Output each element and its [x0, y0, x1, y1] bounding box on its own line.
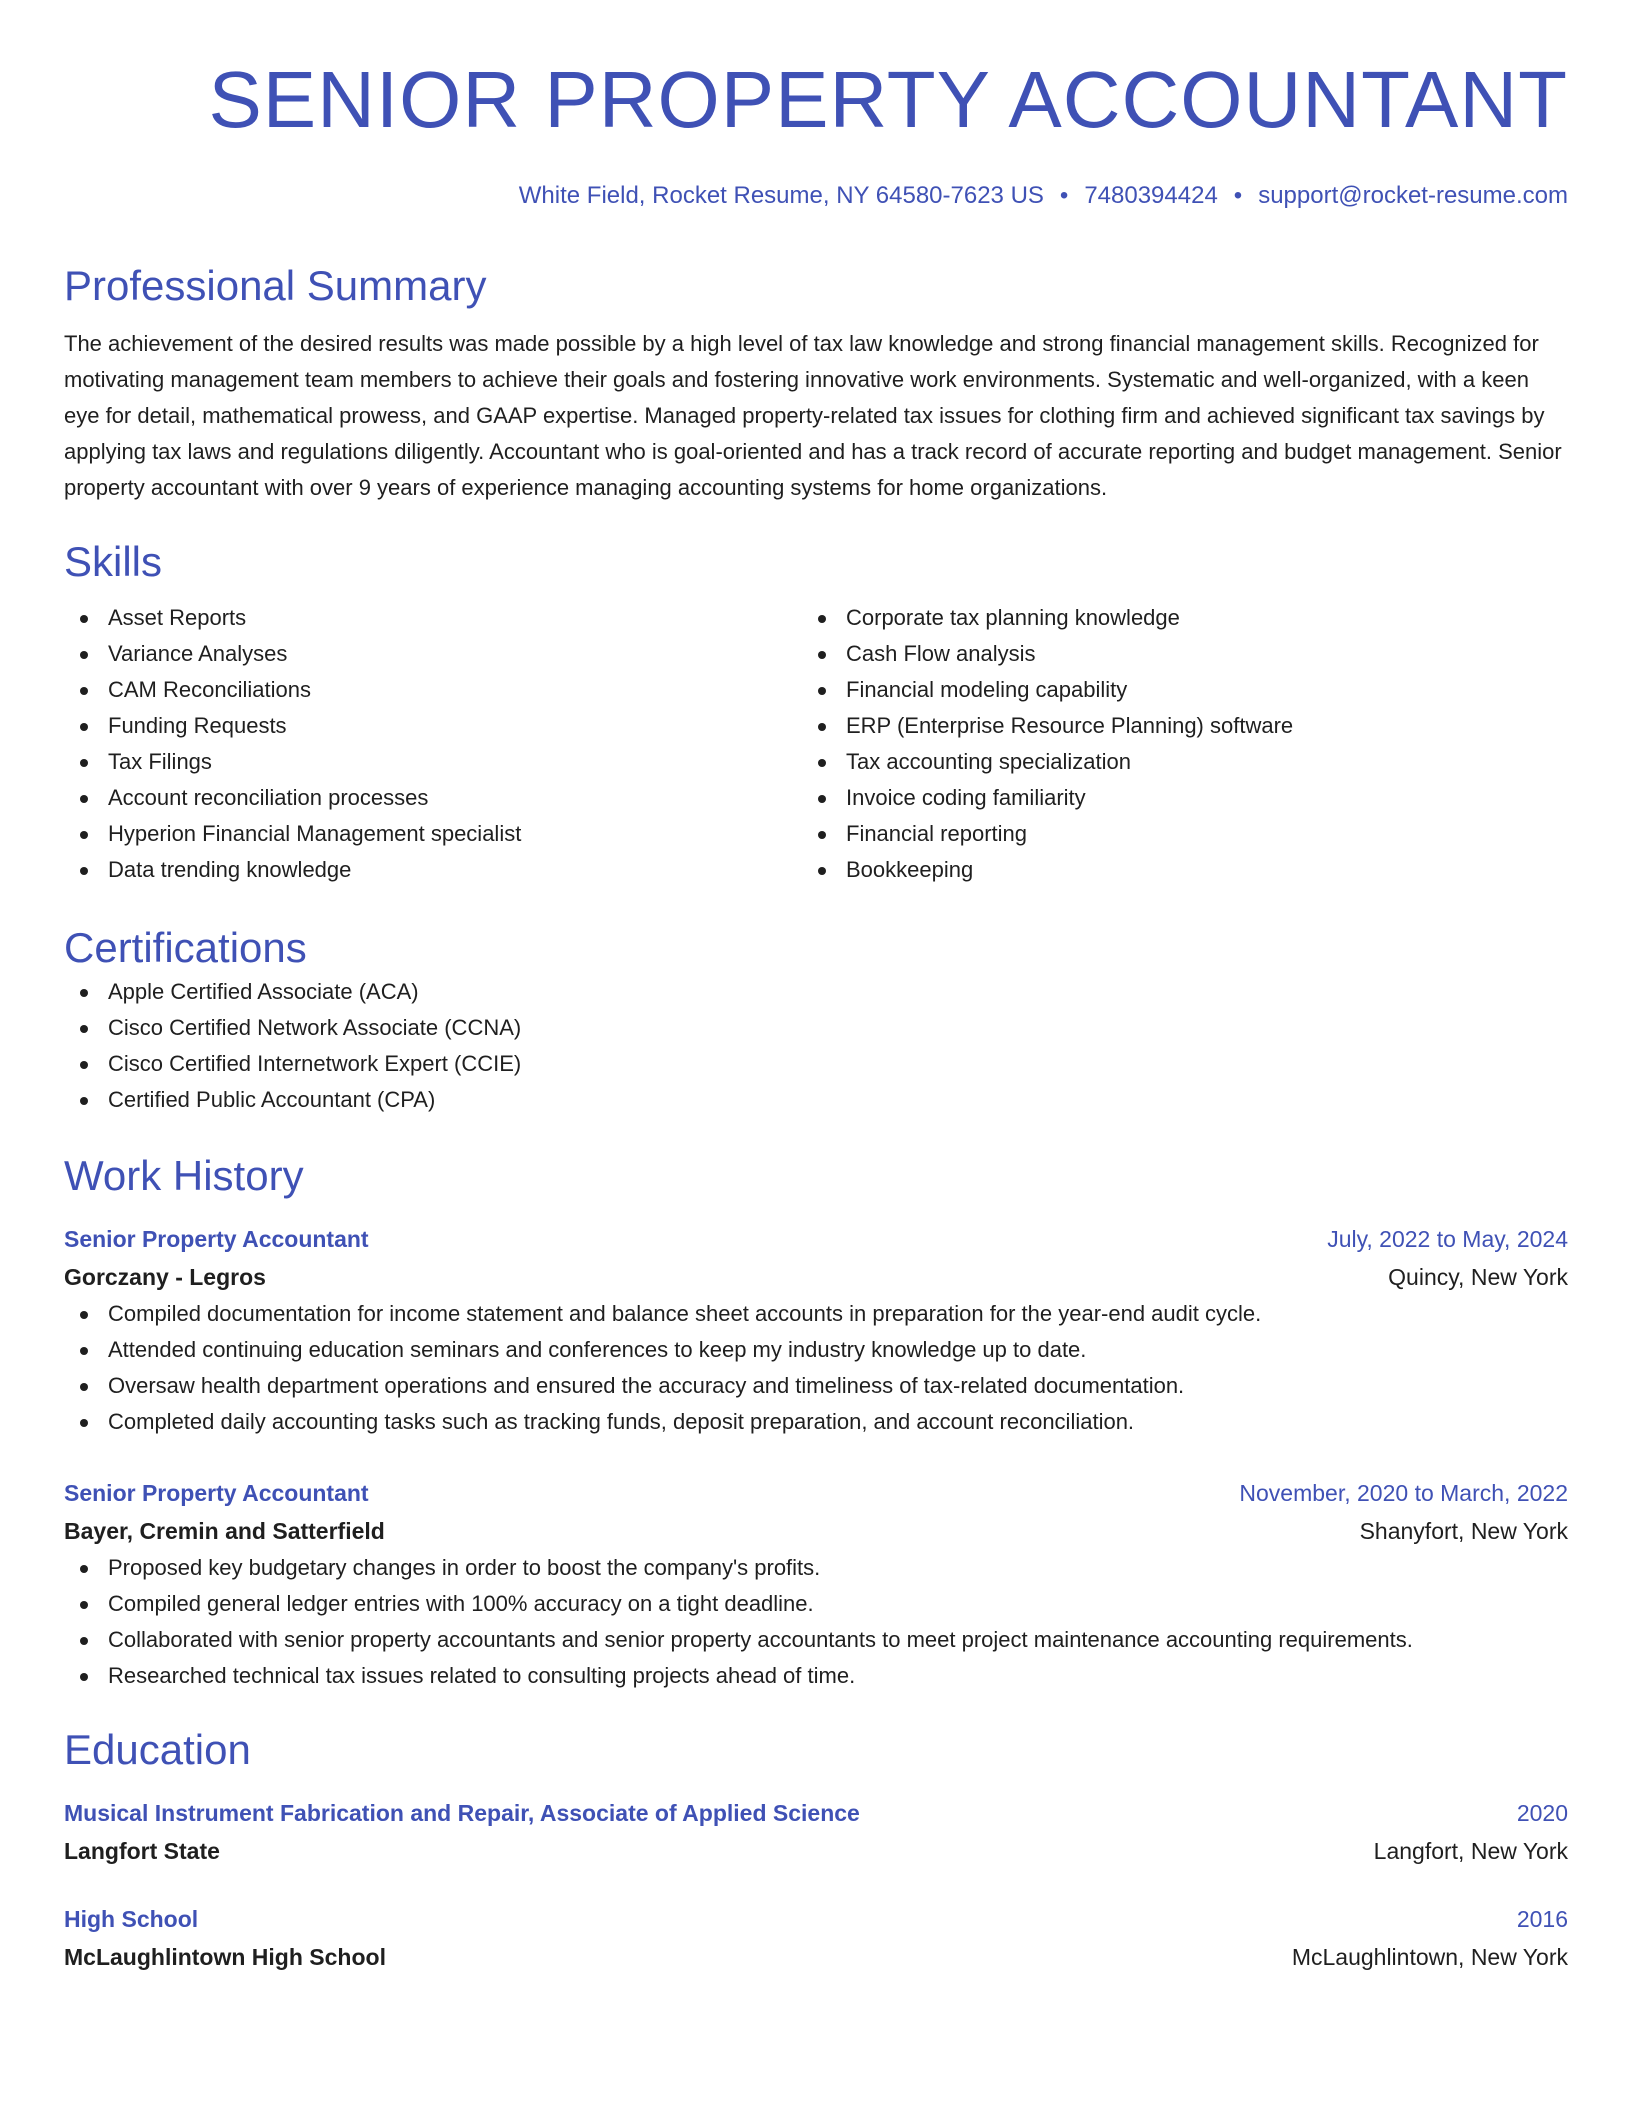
summary-text: The achievement of the desired results was made possible by a high level of tax law knowledge and strong financial management skills. Recognized for motivating management team members to achieve their goals and fostering innovative work environments. Systematic and well-organized, with a keen eye for detail, mathematical prowess, and GAAP expertise. Managed property-related tax issues for clothing firm and achieved significant tax savings by applying tax laws and regulations diligently. Accountant who is goal-oriented and has a track record of accurate reporting and budget management. Senior property accountant with over 9 years of experience managing accounting systems for home organizations. [64, 331, 1562, 500]
certification-item: Cisco Certified Network Associate (CCNA) [64, 1010, 1568, 1046]
resume-header [64, 52, 1568, 212]
job-dates: November, 2020 to March, 2022 [1239, 1480, 1568, 1506]
education-school: McLaughlintown High School [64, 1944, 386, 1970]
education-section [64, 1724, 1568, 1976]
education-school-row [64, 1832, 1568, 1870]
education-degree-row [64, 1794, 1568, 1832]
skill-item: Cash Flow analysis [802, 636, 1540, 672]
section-title-education: Education [64, 1726, 251, 1773]
contact-email[interactable]: support@rocket-resume.com [1258, 182, 1568, 209]
job-title-row [64, 1220, 1568, 1258]
job-title-row [64, 1474, 1568, 1512]
job-bullet: Oversaw health department operations and ensured the accuracy and timeliness of tax-related documentation. [64, 1368, 1568, 1404]
education-location: McLaughlintown, New York [1291, 1944, 1568, 1970]
job-bullets [64, 1296, 1568, 1440]
job-company: Bayer, Cremin and Satterfield [64, 1518, 385, 1544]
contact-separator: • [1233, 182, 1243, 209]
job-role: Senior Property Accountant [64, 1226, 369, 1252]
resume-name: SENIOR PROPERTY ACCOUNTANT [208, 55, 1568, 144]
certification-item: Cisco Certified Internetwork Expert (CCIE) [64, 1046, 1568, 1082]
job-bullets [64, 1550, 1568, 1694]
skill-item: Bookkeeping [802, 852, 1540, 888]
certification-item: Certified Public Accountant (CPA) [64, 1082, 1568, 1118]
skills-grid [64, 600, 1568, 888]
job-role: Senior Property Accountant [64, 1480, 369, 1506]
job-bullet: Collaborated with senior property accountants and senior property accountants to meet project maintenance accounting requirements. [64, 1622, 1568, 1658]
section-title-summary: Professional Summary [64, 262, 487, 309]
section-title-skills: Skills [64, 538, 163, 585]
job-bullet: Compiled documentation for income statement and balance sheet accounts in preparation for the year-end audit cycle. [64, 1296, 1568, 1332]
work-history-section [64, 1150, 1568, 1694]
education-degree: High School [64, 1906, 199, 1932]
skill-item: Hyperion Financial Management specialist [64, 816, 802, 852]
skill-item: Account reconciliation processes [64, 780, 802, 816]
skills-list-left [64, 600, 802, 888]
section-title-work-history: Work History [64, 1152, 304, 1199]
job-bullet: Compiled general ledger entries with 100% accuracy on a tight deadline. [64, 1586, 1568, 1622]
job-bullet: Completed daily accounting tasks such as tracking funds, deposit preparation, and account reconciliation. [64, 1404, 1568, 1440]
contact-phone[interactable]: 7480394424 [1084, 182, 1218, 209]
job-bullet: Researched technical tax issues related to consulting projects ahead of time. [64, 1658, 1568, 1694]
education-year: 2020 [1516, 1800, 1568, 1826]
skill-item: ERP (Enterprise Resource Planning) software [802, 708, 1540, 744]
skills-list-right [802, 600, 1540, 888]
section-title-certifications: Certifications [64, 924, 307, 971]
job-bullet: Proposed key budgetary changes in order to boost the company's profits. [64, 1550, 1568, 1586]
job-location: Quincy, New York [1388, 1264, 1568, 1290]
skill-item: Variance Analyses [64, 636, 802, 672]
job-company-row [64, 1512, 1568, 1550]
education-year: 2016 [1516, 1906, 1568, 1932]
job-dates: July, 2022 to May, 2024 [1327, 1226, 1568, 1252]
skill-item: Invoice coding familiarity [802, 780, 1540, 816]
job-location: Shanyfort, New York [1359, 1518, 1568, 1544]
skill-item: Data trending knowledge [64, 852, 802, 888]
skill-item: Financial reporting [802, 816, 1540, 852]
skill-item: Financial modeling capability [802, 672, 1540, 708]
skill-item: Tax accounting specialization [802, 744, 1540, 780]
job-company: Gorczany - Legros [64, 1264, 266, 1290]
job-company-row [64, 1258, 1568, 1296]
skill-item: Funding Requests [64, 708, 802, 744]
certifications-section [64, 922, 1568, 1118]
contact-separator: • [1059, 182, 1069, 209]
education-location: Langfort, New York [1373, 1838, 1568, 1864]
certifications-list [64, 974, 1568, 1118]
skill-item: Corporate tax planning knowledge [802, 600, 1540, 636]
skill-item: Asset Reports [64, 600, 802, 636]
job-entry [64, 1474, 1568, 1694]
education-degree-row [64, 1900, 1568, 1938]
education-degree: Musical Instrument Fabrication and Repair, Associate of Applied Science [64, 1800, 860, 1826]
certification-item: Apple Certified Associate (ACA) [64, 974, 1568, 1010]
education-school-row [64, 1938, 1568, 1976]
contact-address: White Field, Rocket Resume, NY 64580-7623 US [518, 182, 1044, 209]
education-school: Langfort State [64, 1838, 220, 1864]
contact-line [64, 180, 1568, 212]
skills-section [64, 536, 1568, 888]
job-entry [64, 1220, 1568, 1440]
skill-item: CAM Reconciliations [64, 672, 802, 708]
summary-section [64, 260, 1568, 506]
job-bullet: Attended continuing education seminars and conferences to keep my industry knowledge up to date. [64, 1332, 1568, 1368]
education-entry [64, 1794, 1568, 1870]
skill-item: Tax Filings [64, 744, 802, 780]
education-entry [64, 1900, 1568, 1976]
